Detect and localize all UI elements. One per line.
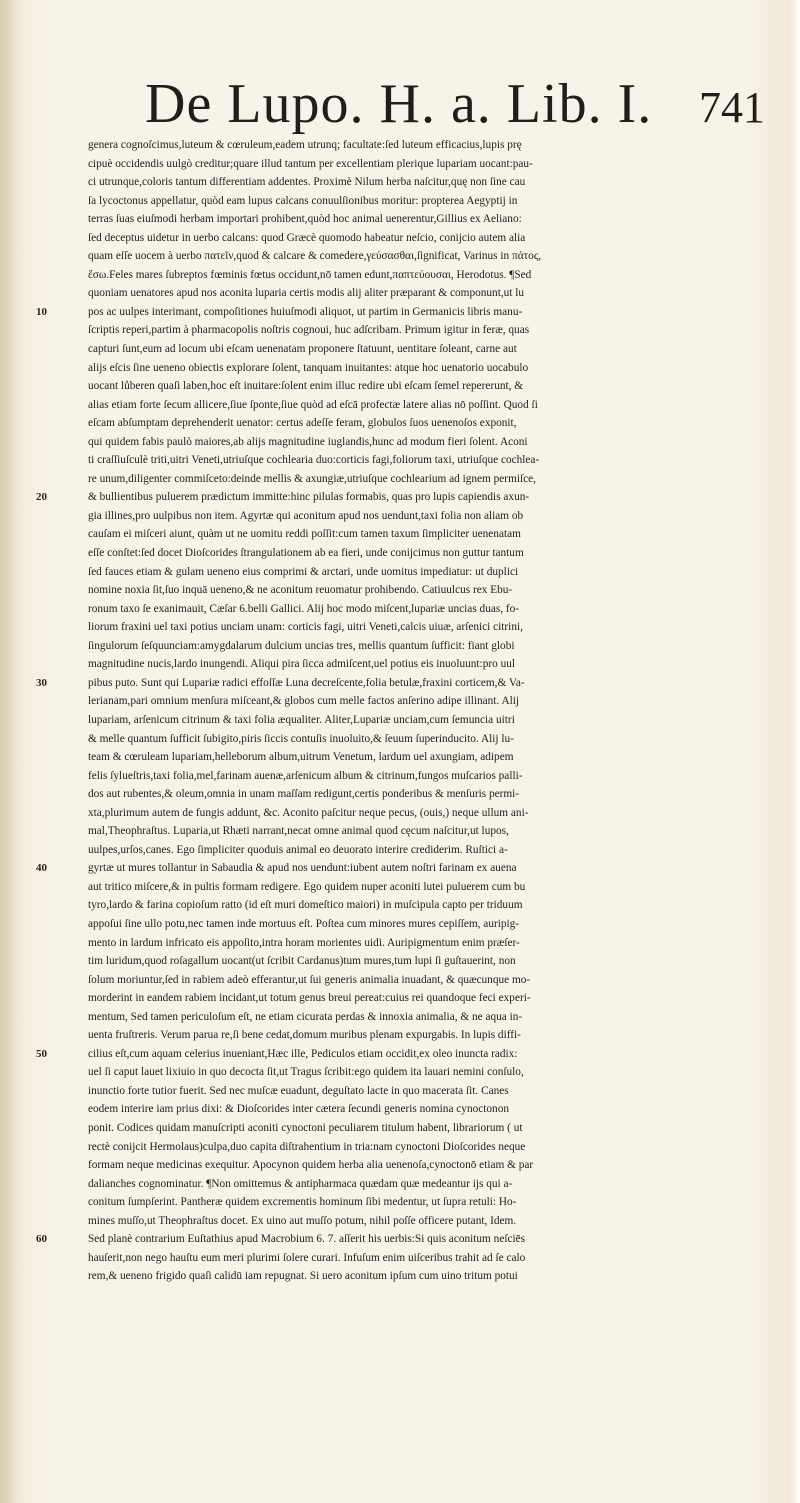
line-text: cauſam ei miſceri aiunt, quàm ut ne uomitu reddi poſſit:cum tamen taxum ſimpliciter uenenatam [88,528,521,541]
line-text: alijs eſcis ſine ueneno obiectis explorare ſolent, tanquam inuitantes: atque hoc uenatorio uocabulo [88,361,529,374]
text-line [36,284,778,303]
line-text: morderint in eandem rabiem incidant,ut totum genus breui pereat:cuius rei quandoque feci experi- [88,992,531,1005]
text-line [36,414,778,433]
line-text: ſed fauces etiam & gulam ueneno eius comprimi & arctari, unde uomitus impediatur: ut duplici [88,565,519,578]
text-line [36,210,778,229]
text-line [36,247,778,266]
text-line [36,173,778,192]
text-line [36,470,778,489]
text-line [36,544,778,563]
line-text: ſa lycoctonus appellatur, quòd eam lupus calcans conuulſionibus moritur: propterea Aegyptij in [88,194,518,207]
line-text: inunctio forte tutior fuerit. Sed nec muſcæ euadunt, deguſtato lacte in quo macerata ſit. Canes [88,1084,509,1097]
text-line [36,637,778,656]
line-text: ti craſſiuſculè triti,uitri Veneti,utriuſque cochlearia duo:corticis fagi,foliorum taxi, utriuſque cochlea- [88,454,540,467]
line-text: cipuè occidendis uulgò creditur;quare illud tantum per excellentiam plerique lupariam uocant:pau- [88,157,533,170]
gutter-shadow [0,0,18,1503]
line-text: pibus puto. Sunt qui Lupariæ radici effoſſæ Luna decreſcente,folia betulæ,fraxini corticem,& Va- [88,676,525,689]
line-text: ſingulorum ſeſquunciam:amygdalarum dulcium uncias tres, mellis quantum ſufficit: fiant globi [88,639,515,652]
text-line [36,1156,778,1175]
line-number: 40 [36,862,47,875]
line-text: re unum,diligenter commiſceto:deinde mellis & axungiæ,utriuſque cochlearium ad ignem permiſce, [88,472,536,485]
line-text: formam neque medicinas exequitur. Apocynon quidem herba alia uenenoſa,cynoctonō etiam & par [88,1159,534,1172]
text-line [36,1008,778,1027]
line-number: 10 [36,305,47,318]
line-text: eſſe conſtet:ſed docet Dioſcorides ſtrangulationem ab ea fieri, unde conijcimus non guttur tantum [88,547,524,560]
line-text: alias etiam forte ſecum allicere,ſiue ſponte,ſiue quòd ad eſcā profectæ latere alias nō poſſint. Quod ſi [88,398,538,411]
line-text: nomine noxia ſit,ſuo inquā ueneno,& ne aconitum reuomatur prohibendo. Catiuulcus rex Ebu- [88,584,513,597]
line-text: eſcam abſumptam deprehenderit uenator: certus adeſſe feram, globulos ſuos uenenoſos exponit, [88,417,517,430]
line-text: liorum fraxini uel taxi potius unciam unam: corticis fagi, uitri Veneti,calcis uiuæ, arſenici citrini, [88,621,523,634]
text-line [36,396,778,415]
text-line [36,952,778,971]
line-text: ponit. Codices quidam manuſcripti aconiti cynoctoni peculiarem titulum habent, librariorum ( ut [88,1121,523,1134]
text-line [36,989,778,1008]
text-line [36,1082,778,1101]
line-text: quam eſſe uocem à uerbo πατεῖν,quod & calcare & comedere,γεύσασθαι,ſignificat, Varinus in πάτος, [88,250,542,263]
text-line [36,915,778,934]
text-line [36,971,778,990]
line-text: dalianches cognominatur. ¶Non omittemus & antipharmaca quædam quæ medeantur ijs qui a- [88,1177,513,1190]
line-text: quoniam uenatores apud nos aconita luparia certis modis alij aliter præparant & componunt,ut lu [88,287,525,300]
line-text: ſed deceptus uidetur in uerbo calcans: quod Græcè quomodo habeatur neſcio, conijcio autem alia [88,231,526,244]
text-line [36,767,778,786]
line-text: mines muſſo,ut Theophraſtus docet. Ex uino aut muſſo potum, nihil poſſe officere putant, Idem. [88,1214,517,1227]
text-line [36,581,778,600]
text-line [36,618,778,637]
text-line [36,1249,778,1268]
line-text: terras ſuas eiuſmodi herbam importari prohibent,quòd hoc animal uenerentur,Gillius ex Aeliano: [88,213,522,226]
text-line [36,1119,778,1138]
text-line [36,1026,778,1045]
line-text: rem,& ueneno frigido quaſi calidū iam repugnat. Si uero aconitum ipſum cum uino tritum potui [88,1270,518,1283]
text-line [36,748,778,767]
text-line [36,841,778,860]
text-line [36,136,778,155]
line-text: Sed planè contrarium Euſtathius apud Macrobium 6. 7. aſſerit his uerbis:Si quis aconitum neſciēs [88,1233,526,1246]
line-text: uocant lůberen quaſi laben,hoc eſt inuitare:ſolent enim illuc redire ubi eſcam ſemel repererunt, & [88,380,524,393]
line-text: aut tritico miſcere,& in pultis formam redigere. Ego quidem nuper aconiti lutei puluerem cum bu [88,880,526,893]
line-text: uulpes,urſos,canes. Ego ſimpliciter quoduis animal eo deuorato interire crediderim. Ruſtici a- [88,843,508,856]
line-text: lerianam,pari omnium menſura miſceant,& globos cum melle factos anſerino adipe illinant. Alij [88,695,520,708]
line-text: genera cognoſcimus,luteum & cœruleum,eadem utrunq; facultate:ſed luteum efficacius,lupis prę [88,139,522,151]
text-line [36,507,778,526]
line-text: & melle quantum ſufficit ſubigito,piris ſiccis contuſis inuoluito,& ſeuum ſuperinducito. Alij lu- [88,732,514,745]
text-line [36,433,778,452]
line-text: rectè conijcit Hermolaus)culpa,duo capita diſtrahentium in tria:nam cynoctoni Dioſcorides neque [88,1140,526,1153]
line-text: felis ſylueſtris,taxi folia,mel,farinam auenæ,arſenicum album & citrinum,fungos muſcarios palli- [88,769,523,782]
text-line [36,711,778,730]
text-line [36,451,778,470]
page-number: 741 [699,83,765,132]
text-line [36,266,778,285]
text-line [36,229,778,248]
line-text: magnitudine nucis,lardo inungendi. Aliqui pira ſicca admiſcent,uel potius eis inuoluunt:pro uul [88,658,516,671]
line-text: appoſui ſine ullo potu,nec tamen inde mortuus eſt. Poſtea cum minores mures cepiſſem, auripig- [88,917,520,930]
page-header [145,72,765,142]
text-line [36,192,778,211]
line-text: conitum ſumpſerint. Pantheræ quidem excrementis hominum ſibi medentur, ut ſupra retuli: Ho- [88,1196,517,1209]
line-text: uenta fruſtreris. Verum parua re,ſi bene cedat,domum muribus plenam expurgabis. In lupis diffi- [88,1029,521,1042]
text-line [36,692,778,711]
text-line [36,1138,778,1157]
line-text: qui quidem fabis paulò maiores,ab alijs magnitudine iuglandis,hunc ad modum fieri ſolent. Aconi [88,435,528,448]
text-line [36,655,778,674]
line-number: 30 [36,676,47,689]
text-line [36,674,778,693]
line-text: gia illines,pro uulpibus non item. Agyrtæ qui aconitum apud nos uendunt,taxi folia non aliam ob [88,509,524,522]
line-text: ronum taxo ſe exanimauit, Cæſar 6.belli Gallici. Alij hoc modo miſcent,lupariæ uncias duas, fo- [88,602,520,615]
text-line [36,1230,778,1249]
line-text: gyrtæ ut mures tollantur in Sabaudia & apud nos uendunt:iubent autem noſtri farinam ex auena [88,862,517,875]
text-line [36,321,778,340]
text-line [36,730,778,749]
line-text: uel ſi caput lauet lixiuio in quo decocta ſit,ut Tragus ſcribit:ego quidem ita lauari nemini conſulo, [88,1066,524,1079]
line-text: tim luridum,quod roſagallum uocant(ut ſcribit Cardanus)tum mures,tum lupi ſi guſtauerint, non [88,955,516,968]
line-text: ἔσω.Feles mares ſubreptos fœminis fœtus occidunt,nō tamen edunt,παπτεύουσαι, Herodotus. ¶Sed [88,268,532,281]
body-text [36,136,778,1286]
text-line [36,600,778,619]
line-text: dos aut rubentes,& oleum,omnia in unam maſſam redigunt,certis ponderibus & menſuris permi- [88,788,520,801]
text-line [36,340,778,359]
text-line [36,563,778,582]
line-text: mento in lardum infricato eis appoſito,intra horam morientes uidi. Auripigmentum enim præſer- [88,936,520,949]
line-text: ſolum moriuntur,ſed in rabiem adeò efferantur,ut ſui generis animalia inuadant, & quæcunque mo- [88,973,531,986]
text-line [36,303,778,322]
text-line [36,1045,778,1064]
line-number: 50 [36,1047,47,1060]
line-text: eodem interire iam prius dixi: & Dioſcorides inter cætera ſecundi generis nomina cynoctonon [88,1103,510,1116]
line-text: mal,Theophraſtus. Luparia,ut Rhæti narrant,necat omne animal quod cęcum naſcitur,ut lupos, [88,825,509,838]
line-text: hauſerit,non nego hauſtu eum meri plurimi ſolere curari. Infuſum enim uiſceribus trahit ad ſe calo [88,1251,526,1264]
line-text: ſcriptis reperi,partim à pharmacopolis noſtris cognoui, huc adſcribam. Primum igitur in feræ, quas [88,324,530,337]
text-line [36,488,778,507]
line-text: tyro,lardo & farina copioſum ratto (id eſt muri domeſtico maiori) in muſcipula capto per triduum [88,899,523,912]
text-line [36,1193,778,1212]
text-line [36,1063,778,1082]
text-line [36,822,778,841]
line-text: xta,plurimum autem de fungis addunt, &c. Aconito paſcitur neque pecus, (ouis,) neque ullum ani- [88,806,529,819]
line-text: & bullientibus puluerem prædictum immitte:hinc pilulas formabis, quas pro lupis capiendis axun- [88,491,530,504]
text-line [36,1175,778,1194]
text-line [36,785,778,804]
line-text: ci utrunque,coloris tantum differentiam addentes. Proximè Nilum herba naſcitur,quę non ſine cau [88,176,526,189]
text-line [36,896,778,915]
line-text: lupariam, arſenicum citrinum & taxi folia æqualiter. Aliter,Lupariæ unciam,cum ſemuncia uitri [88,713,515,726]
text-line [36,934,778,953]
running-title: De Lupo. H. a. Lib. I. [145,73,653,135]
line-number: 20 [36,491,47,504]
text-line [36,859,778,878]
text-line [36,525,778,544]
text-line [36,359,778,378]
text-line [36,1212,778,1231]
text-line [36,155,778,174]
text-line [36,804,778,823]
line-number: 60 [36,1233,47,1246]
line-text: cilius eſt,cum aquam celerius inueniant,Hæc ille, Pediculos etiam occidit,ex oleo inuncta radix: [88,1047,518,1060]
text-line [36,1100,778,1119]
line-text: pos ac uulpes interimant, compoſitiones huiuſmodi aliquot, ut partim in Germanicis libris manu- [88,305,523,318]
line-text: mentum, Sed tamen periculoſum eſt, ne etiam cicurata perdas & innoxia animalia, & ne aqua in- [88,1010,523,1023]
text-line [36,377,778,396]
line-text: capturi ſunt,eum ad locum ubi eſcam uenenatam proponere ſtatuunt, uentitare ſoleant, carne aut [88,343,517,356]
line-text: team & cœruleam lupariam,helleborum album,uitrum Venetum, lardum uel axungiam, adipem [88,751,514,764]
text-line [36,878,778,897]
text-line [36,1267,778,1286]
